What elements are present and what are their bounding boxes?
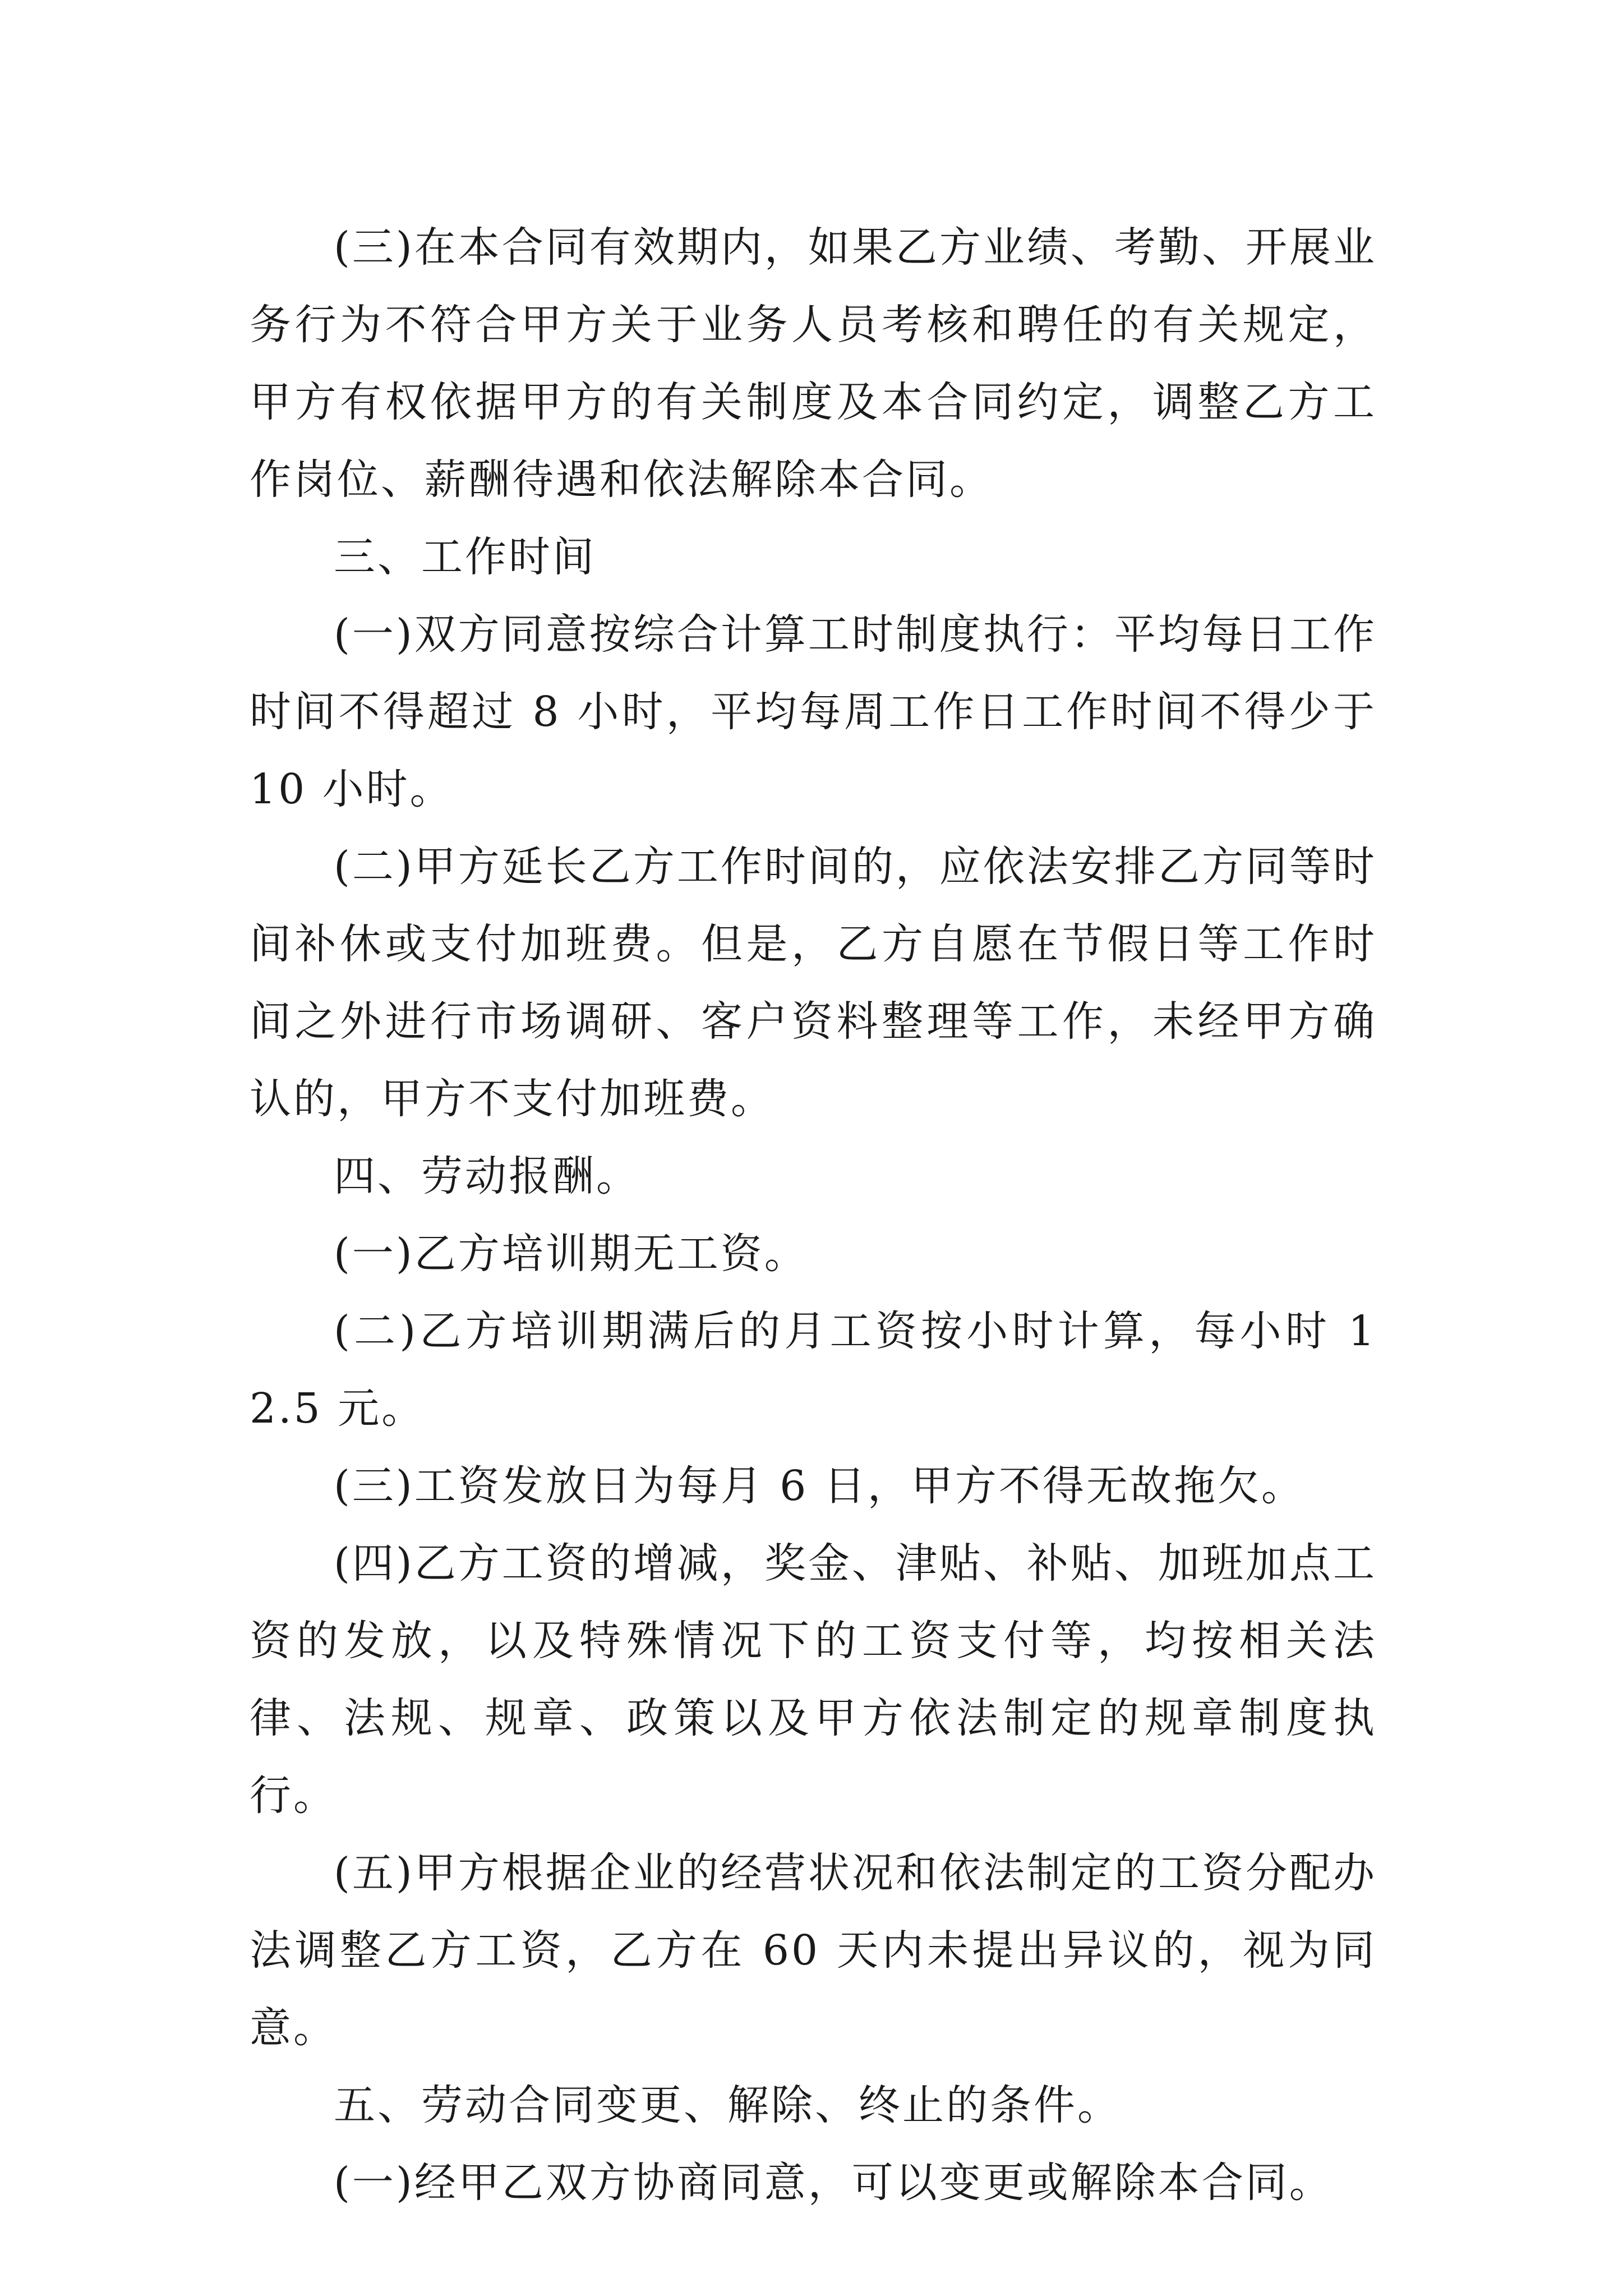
clause-3-1-comprehensive-hours: (一)双方同意按综合计算工时制度执行：平均每日工作时间不得超过 8 小时，平均每周工作日工作时间不得少于 10 小时。	[250, 610, 1377, 813]
clause-5-1-mutual-agreement: (一)经甲乙双方协商同意，可以变更或解除本合同。	[334, 2159, 1333, 2207]
section-3-heading-working-hours: 三、工作时间	[334, 533, 596, 581]
clause-4-5-wage-adjustment: (五)甲方根据企业的经营状况和依法制定的工资分配办法调整乙方工资，乙方在 60 天内未提出异议的，视为同意。	[250, 1849, 1377, 2052]
clause-4-1-training-no-wage: (一)乙方培训期无工资。	[334, 1230, 808, 1278]
clause-2-3-performance-adjustment: (三)在本合同有效期内，如果乙方业绩、考勤、开展业务行为不符合甲方关于业务人员考核和聘任的有关规定，甲方有权依据甲方的有关制度及本合同约定，调整乙方工作岗位、薪酬待遇和依法解除本合同。	[250, 223, 1377, 504]
clause-4-4-wage-changes: (四)乙方工资的增减，奖金、津贴、补贴、加班加点工资的发放，以及特殊情况下的工资支付等，均按相关法律、法规、规章、政策以及甲方依法制定的规章制度执行。	[250, 1539, 1377, 1820]
section-4-heading-remuneration: 四、劳动报酬。	[334, 1152, 640, 1200]
contract-body	[250, 209, 1377, 2221]
clause-4-3-payday: (三)工资发放日为每月 6 日，甲方不得无故拖欠。	[334, 1462, 1305, 1510]
section-5-heading-contract-changes: 五、劳动合同变更、解除、终止的条件。	[334, 2081, 1121, 2129]
clause-3-2-overtime: (二)甲方延长乙方工作时间的，应依法安排乙方同等时间补休或支付加班费。但是，乙方自愿在节假日等工作时间之外进行市场调研、客户资料整理等工作，未经甲方确认的，甲方不支付加班费。	[250, 843, 1377, 1123]
clause-4-2-hourly-wage: (二)乙方培训期满后的月工资按小时计算，每小时 12.5 元。	[250, 1307, 1377, 1433]
